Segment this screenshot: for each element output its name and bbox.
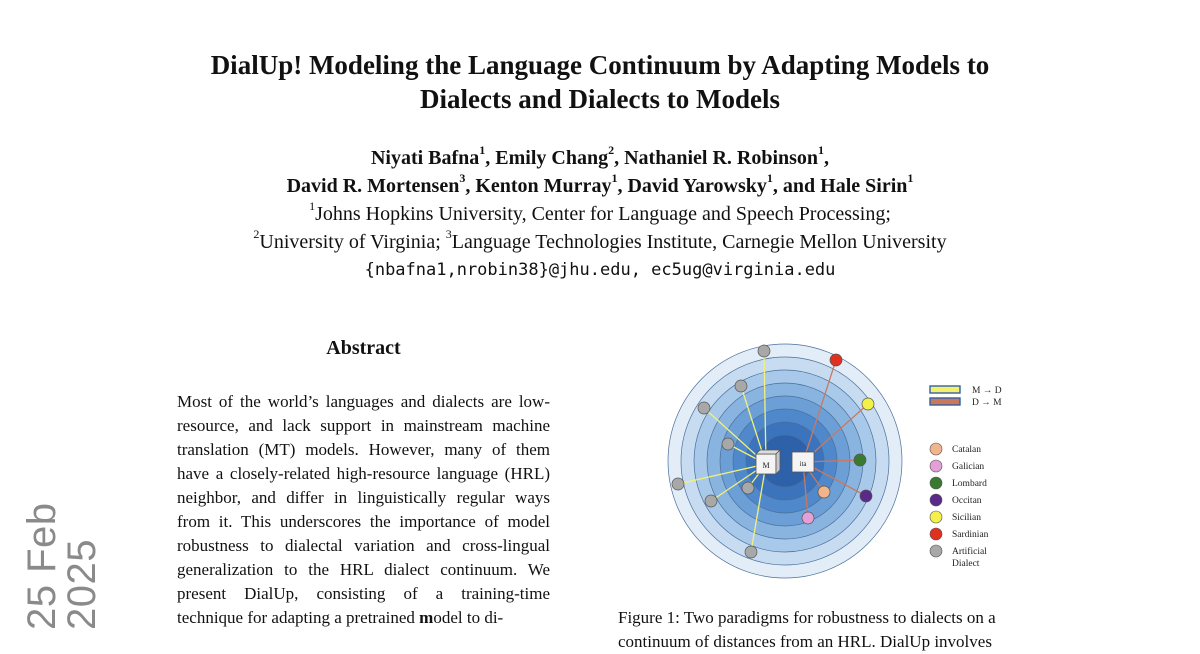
affil-sup: 2	[253, 227, 260, 242]
affiliations	[150, 200, 1050, 284]
figure-caption	[618, 606, 1063, 654]
arrow-legend-swatch	[930, 386, 960, 393]
author-affil-sup: 2	[608, 143, 615, 158]
title-line-1: DialUp! Modeling the Language Continuum by Adapting Models to	[210, 50, 990, 80]
affil-sup: 3	[445, 227, 452, 242]
dialect-node-catalan	[818, 486, 830, 498]
author-name: , David Yarowsky	[617, 175, 767, 197]
arrow-legend-swatch	[930, 398, 960, 405]
legend-swatch-lombard	[930, 477, 942, 489]
author-separator: ,	[824, 147, 830, 169]
affiliation-text: Language Technologies Institute, Carnegie Mellon University	[451, 231, 947, 253]
dialect-node-occitan	[860, 490, 872, 502]
legend-swatch-sicilian	[930, 511, 942, 523]
legend-label-dialect: Dialect	[952, 559, 980, 569]
author-affil-sup: 3	[459, 171, 466, 186]
abstract-body	[177, 390, 550, 630]
figure-1-dialect-continuum	[660, 338, 1020, 584]
dialect-node-artificial	[705, 495, 717, 507]
dialect-node-sardinian	[830, 354, 842, 366]
author-emails: {nbafna1,nrobin38}@jhu.edu, ec5ug@virginia.edu	[364, 260, 836, 280]
legend-label-occitan: Occitan	[952, 496, 982, 506]
arrow-legend-label: D → M	[972, 398, 1002, 408]
author-name: Niyati Bafna	[370, 147, 480, 169]
author-affil-sup: 1	[611, 171, 618, 186]
abstract-text-tail: odel to di-	[433, 608, 504, 627]
dialect-node-artificial	[735, 380, 747, 392]
title-line-2: Dialects and Dialects to Models	[420, 84, 780, 114]
author-name: , and Hale Sirin	[772, 175, 908, 197]
paper-title	[150, 48, 1050, 116]
abstract-bold-letter: m	[419, 608, 434, 627]
author-affil-sup: 1	[766, 171, 773, 186]
dialect-node-artificial	[742, 482, 754, 494]
dialect-node-artificial	[745, 546, 757, 558]
dialect-node-sicilian	[862, 398, 874, 410]
author-affil-sup: 1	[479, 143, 486, 158]
arrow-legend-label: M → D	[972, 386, 1002, 396]
dialect-node-artificial	[672, 478, 684, 490]
abstract-text: Most of the world’s languages and dialects are low-resource, and lack support in mainstream machine translation (MT) models. However, many of them have a closely-related high-resource language (HRL) neighbor, and differ in linguistically regular ways from it. This underscores the importance of model robustness to dialectal variation and cross-lingual generalization to the HRL dialect continuum. We present DialUp, consisting of a training-time technique for adapting a pretrained	[177, 392, 550, 627]
figure-legend	[930, 386, 1002, 569]
affil-sup: 1	[309, 199, 316, 214]
author-line-2	[150, 172, 1050, 200]
legend-label-sardinian: Sardinian	[952, 530, 989, 540]
dialect-node-galician	[802, 512, 814, 524]
hrl-label: ita	[799, 460, 807, 468]
dialect-node-artificial	[722, 438, 734, 450]
legend-label-catalan: Catalan	[952, 445, 982, 455]
author-name: , Nathaniel R. Robinson	[614, 147, 819, 169]
legend-swatch-sardinian	[930, 528, 942, 540]
legend-swatch-occitan	[930, 494, 942, 506]
legend-swatch-artificial	[930, 545, 942, 557]
legend-swatch-galician	[930, 460, 942, 472]
distance-rings	[668, 344, 902, 578]
legend-label-lombard: Lombard	[952, 479, 987, 489]
model-label: M	[762, 461, 770, 470]
author-name: David R. Mortensen	[286, 175, 460, 197]
affiliation-line-1	[150, 200, 1050, 228]
author-list	[150, 144, 1050, 200]
legend-label-sicilian: Sicilian	[952, 513, 982, 523]
affiliation-text: University of Virginia;	[259, 231, 446, 253]
dialect-node-artificial	[698, 402, 710, 414]
caption-line-2: continuum of distances from an HRL. DialUp involves	[618, 632, 992, 651]
legend-label-artificial: Artificial	[952, 547, 987, 557]
arxiv-date-stamp: 25 Feb 2025	[20, 502, 104, 630]
affiliation-line-2	[150, 228, 1050, 256]
dialect-node-lombard	[854, 454, 866, 466]
author-name: , Emily Chang	[485, 147, 609, 169]
dialect-node-artificial	[758, 345, 770, 357]
affiliation-text: Johns Hopkins University, Center for Language and Speech Processing;	[315, 203, 891, 225]
author-affil-sup: 1	[907, 171, 914, 186]
legend-swatch-catalan	[930, 443, 942, 455]
author-line-1	[150, 144, 1050, 172]
abstract-heading: Abstract	[326, 337, 401, 359]
legend-label-galician: Galician	[952, 462, 985, 472]
caption-line-1: Figure 1: Two paradigms for robustness to dialects on a	[618, 608, 996, 627]
author-affil-sup: 1	[818, 143, 825, 158]
author-name: , Kenton Murray	[465, 175, 612, 197]
model-cube-side	[776, 450, 780, 474]
